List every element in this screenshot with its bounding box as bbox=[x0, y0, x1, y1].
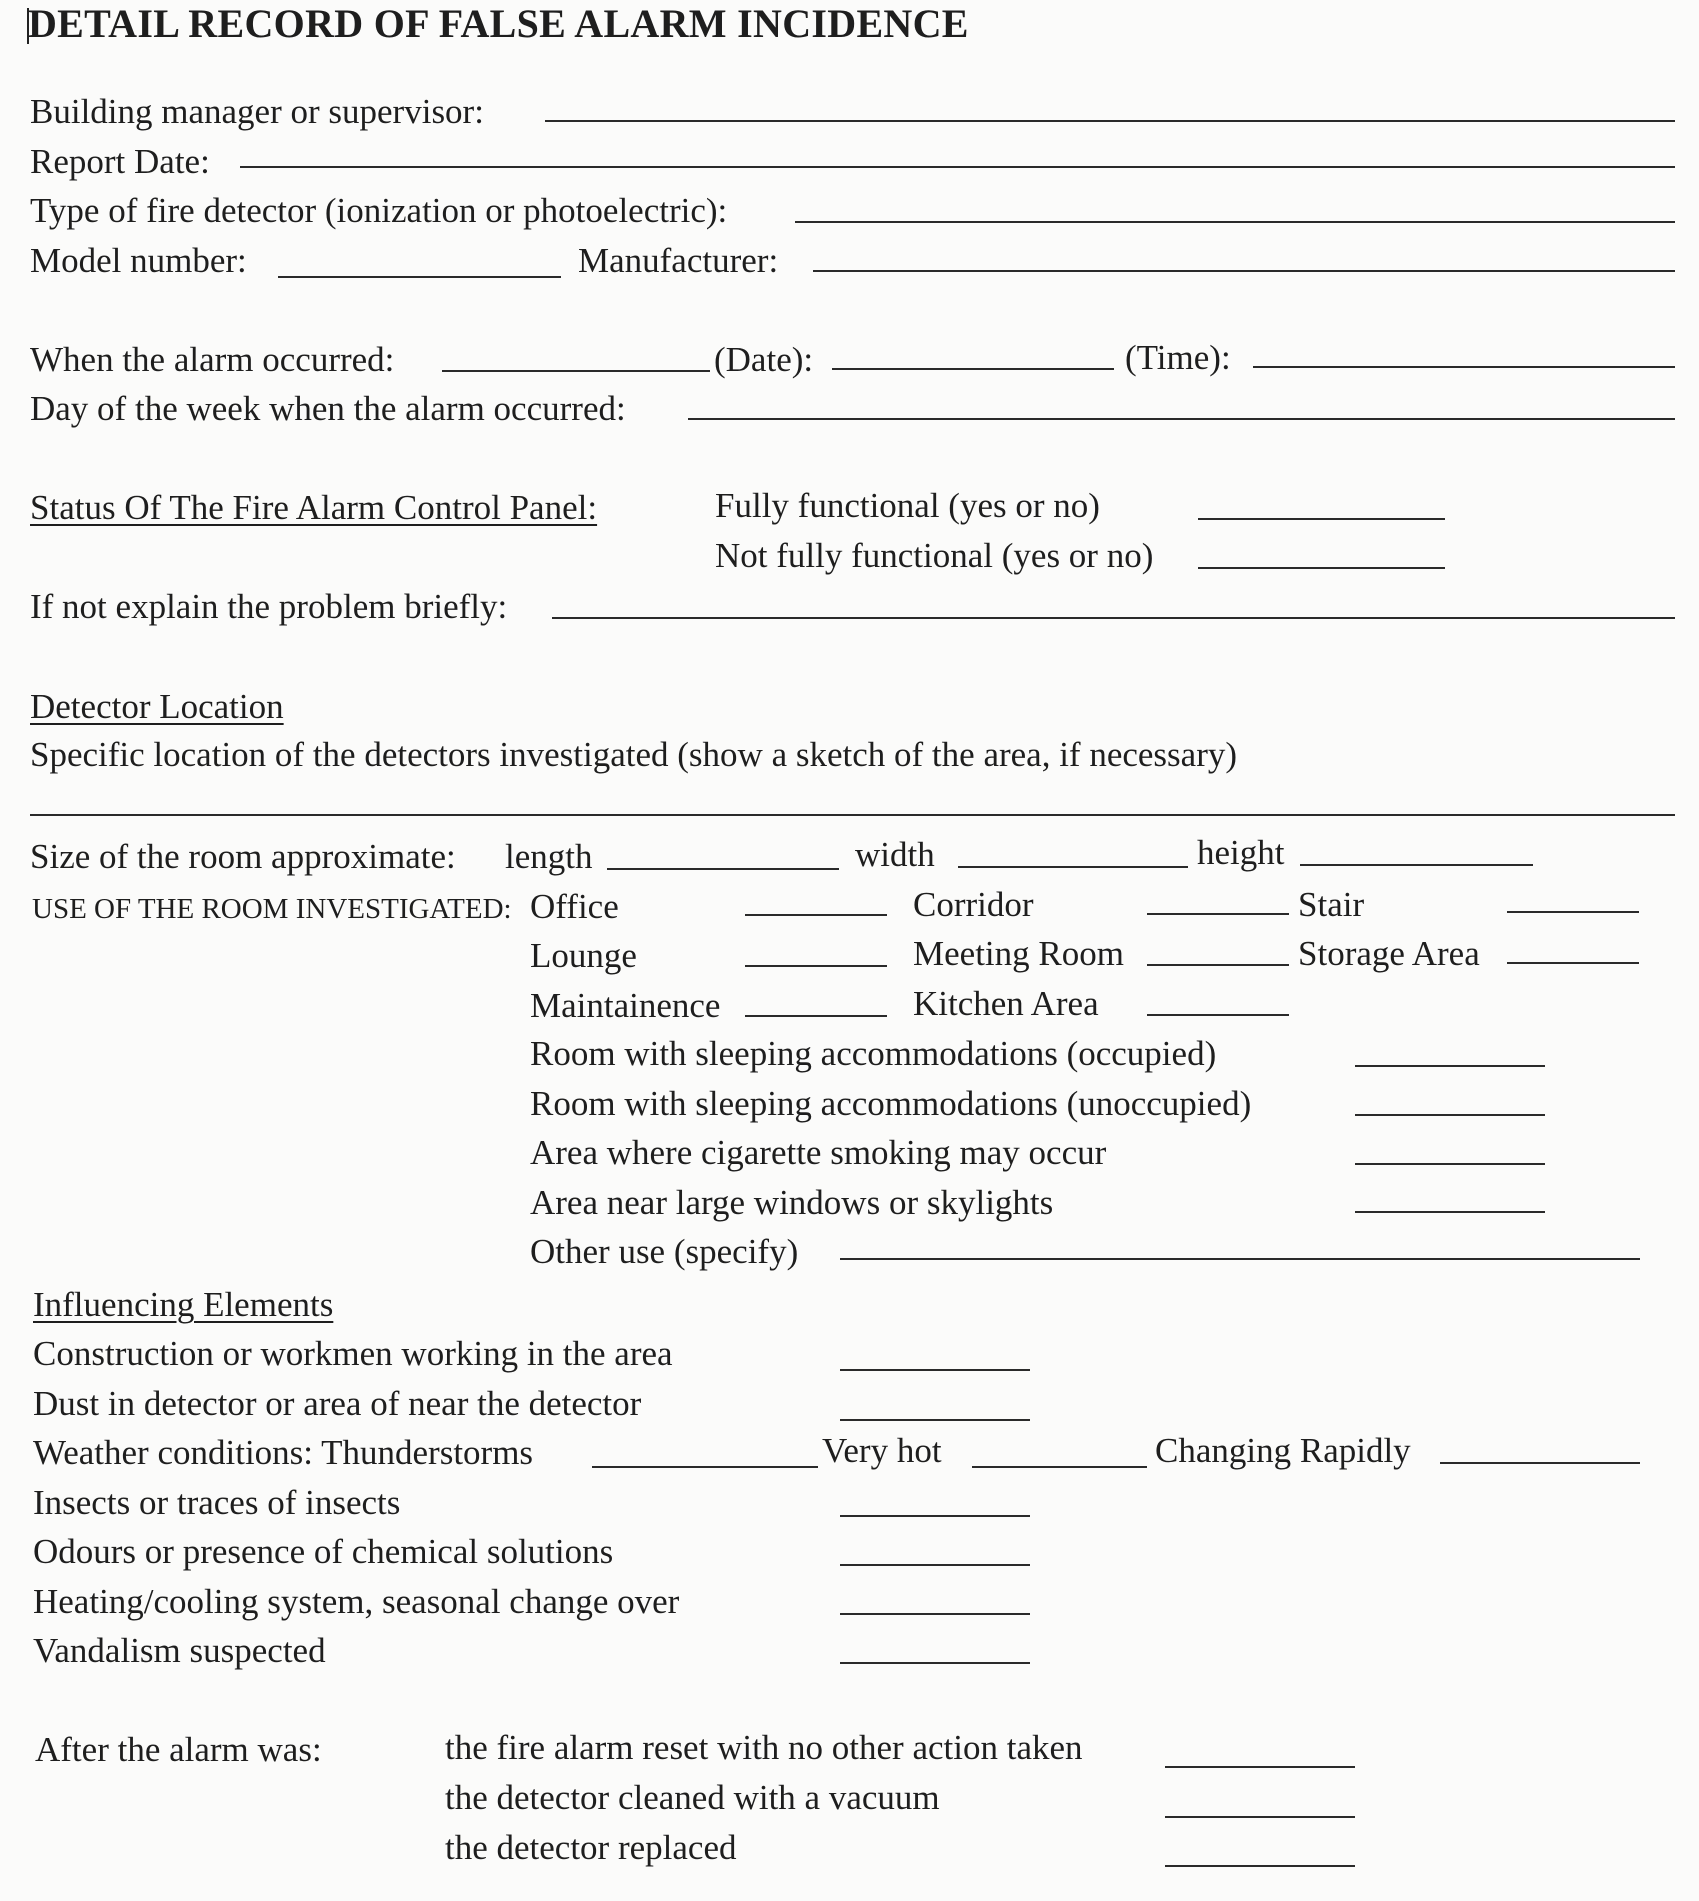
label-room-size: Size of the room approximate: bbox=[30, 837, 456, 876]
detector-location-heading: Detector Location bbox=[30, 687, 284, 726]
field-date[interactable] bbox=[832, 368, 1114, 370]
label-length: length bbox=[505, 837, 593, 876]
influencing-heading: Influencing Elements bbox=[33, 1285, 334, 1324]
field-vacuum[interactable] bbox=[1165, 1816, 1355, 1818]
field-not-fully-functional[interactable] bbox=[1198, 567, 1445, 569]
field-sleeping-unoccupied[interactable] bbox=[1355, 1114, 1545, 1116]
field-day-of-week[interactable] bbox=[688, 418, 1675, 420]
label-sleeping-occupied: Room with sleeping accommodations (occupied) bbox=[530, 1034, 1217, 1073]
field-construction[interactable] bbox=[840, 1369, 1030, 1371]
field-building-manager[interactable] bbox=[545, 120, 1675, 122]
field-maintenance[interactable] bbox=[745, 1015, 887, 1017]
field-length[interactable] bbox=[607, 868, 839, 870]
field-thunderstorms[interactable] bbox=[592, 1466, 818, 1468]
label-office: Office bbox=[530, 887, 619, 926]
field-office[interactable] bbox=[745, 914, 887, 916]
label-odours: Odours or presence of chemical solutions bbox=[33, 1532, 614, 1571]
field-heating[interactable] bbox=[840, 1613, 1030, 1615]
label-insects: Insects or traces of insects bbox=[33, 1483, 401, 1522]
field-dust[interactable] bbox=[840, 1419, 1030, 1421]
label-construction: Construction or workmen working in the area bbox=[33, 1334, 673, 1373]
label-storage-area: Storage Area bbox=[1298, 934, 1480, 973]
field-insects[interactable] bbox=[840, 1515, 1030, 1517]
field-width[interactable] bbox=[958, 866, 1188, 868]
label-very-hot: Very hot bbox=[822, 1431, 942, 1470]
label-sleeping-unoccupied: Room with sleeping accommodations (unoccupied) bbox=[530, 1084, 1252, 1123]
field-explain-problem[interactable] bbox=[552, 617, 1675, 619]
label-time: (Time): bbox=[1125, 338, 1231, 377]
label-weather-thunderstorms: Weather conditions: Thunderstorms bbox=[33, 1433, 534, 1472]
label-not-fully-functional: Not fully functional (yes or no) bbox=[715, 536, 1154, 575]
label-reset: the fire alarm reset with no other action taken bbox=[445, 1728, 1083, 1767]
field-changing-rapidly[interactable] bbox=[1440, 1462, 1640, 1464]
label-heating: Heating/cooling system, seasonal change over bbox=[33, 1582, 680, 1621]
label-explain-problem: If not explain the problem briefly: bbox=[30, 587, 508, 626]
label-building-manager: Building manager or supervisor: bbox=[30, 92, 484, 131]
label-other-use: Other use (specify) bbox=[530, 1232, 799, 1271]
label-date: (Date): bbox=[714, 340, 814, 379]
label-model-number: Model number: bbox=[30, 241, 247, 280]
field-reset[interactable] bbox=[1165, 1766, 1355, 1768]
field-odours[interactable] bbox=[840, 1564, 1030, 1566]
field-detector-type[interactable] bbox=[795, 221, 1675, 223]
field-model-number[interactable] bbox=[278, 276, 561, 278]
label-specific-location: Specific location of the detectors investigated (show a sketch of the area, if necessary) bbox=[30, 735, 1238, 774]
label-vandalism: Vandalism suspected bbox=[33, 1631, 326, 1670]
panel-status-heading: Status Of The Fire Alarm Control Panel: bbox=[30, 488, 598, 527]
field-other-use[interactable] bbox=[840, 1258, 1640, 1260]
field-manufacturer[interactable] bbox=[813, 270, 1675, 272]
after-alarm-heading: After the alarm was: bbox=[35, 1730, 322, 1769]
label-height: height bbox=[1197, 833, 1285, 872]
field-specific-location[interactable] bbox=[30, 814, 1675, 816]
label-kitchen-area: Kitchen Area bbox=[913, 984, 1099, 1023]
field-height[interactable] bbox=[1300, 864, 1533, 866]
label-vacuum: the detector cleaned with a vacuum bbox=[445, 1778, 940, 1817]
label-report-date: Report Date: bbox=[30, 142, 210, 181]
label-fully-functional: Fully functional (yes or no) bbox=[715, 486, 1100, 525]
label-lounge: Lounge bbox=[530, 936, 637, 975]
field-replaced[interactable] bbox=[1165, 1865, 1355, 1867]
label-meeting-room: Meeting Room bbox=[913, 934, 1124, 973]
label-maintenance: Maintainence bbox=[530, 986, 721, 1025]
page-title: DETAIL RECORD OF FALSE ALARM INCIDENCE bbox=[28, 1, 969, 46]
field-vandalism[interactable] bbox=[840, 1662, 1030, 1664]
field-sleeping-occupied[interactable] bbox=[1355, 1065, 1545, 1067]
field-fully-functional[interactable] bbox=[1198, 518, 1445, 520]
label-when-occurred: When the alarm occurred: bbox=[30, 340, 395, 379]
label-windows-area: Area near large windows or skylights bbox=[530, 1183, 1054, 1222]
field-corridor[interactable] bbox=[1147, 913, 1289, 915]
field-kitchen-area[interactable] bbox=[1147, 1014, 1289, 1016]
label-replaced: the detector replaced bbox=[445, 1828, 737, 1867]
label-dust: Dust in detector or area of near the detector bbox=[33, 1384, 642, 1423]
label-smoking-area: Area where cigarette smoking may occur bbox=[530, 1133, 1107, 1172]
field-meeting-room[interactable] bbox=[1147, 964, 1289, 966]
label-changing-rapidly: Changing Rapidly bbox=[1155, 1431, 1411, 1470]
field-time[interactable] bbox=[1253, 366, 1675, 368]
field-lounge[interactable] bbox=[745, 965, 887, 967]
label-manufacturer: Manufacturer: bbox=[578, 241, 779, 280]
field-report-date[interactable] bbox=[240, 166, 1675, 168]
room-use-heading: USE OF THE ROOM INVESTIGATED: bbox=[32, 893, 512, 925]
field-windows-area[interactable] bbox=[1355, 1211, 1545, 1213]
field-very-hot[interactable] bbox=[972, 1466, 1147, 1468]
label-stair: Stair bbox=[1298, 885, 1365, 924]
field-when-occurred[interactable] bbox=[442, 370, 710, 372]
label-width: width bbox=[855, 835, 935, 874]
field-stair[interactable] bbox=[1507, 911, 1639, 913]
field-storage-area[interactable] bbox=[1507, 962, 1639, 964]
label-day-of-week: Day of the week when the alarm occurred: bbox=[30, 389, 626, 428]
label-corridor: Corridor bbox=[913, 885, 1034, 924]
label-detector-type: Type of fire detector (ionization or photoelectric): bbox=[30, 191, 728, 230]
field-smoking-area[interactable] bbox=[1355, 1163, 1545, 1165]
